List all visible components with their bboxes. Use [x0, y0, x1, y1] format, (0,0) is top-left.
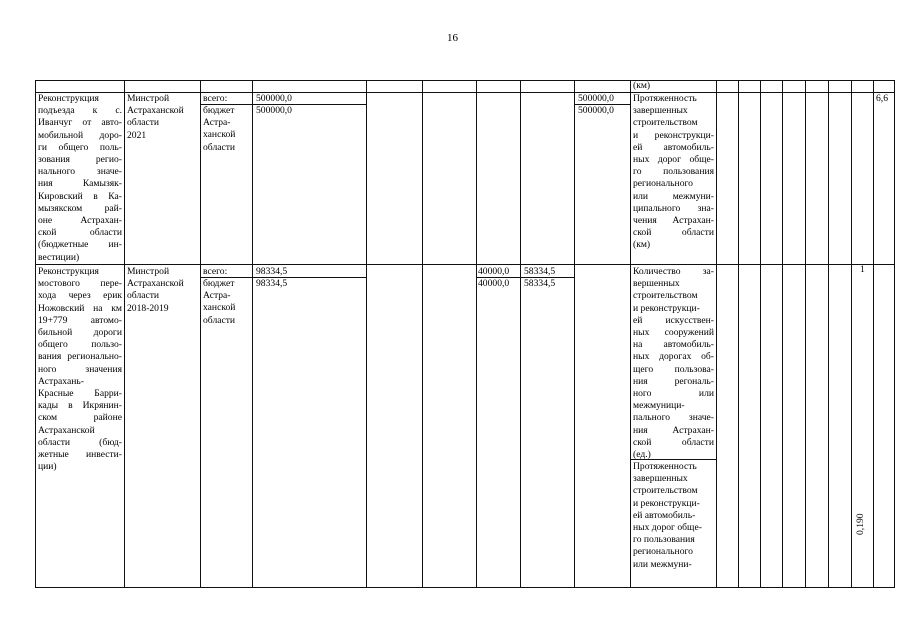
row2-2019-budget: 58334,5: [524, 278, 556, 289]
row2-2018-budget: 40000,0: [478, 278, 510, 289]
row2-total-budget: 98334,5: [256, 278, 288, 289]
row2-name: Реконструкция мостового пере- хода через ерик Ножовский на км 19+779 автомо- бильной дороги общего пользо- вания регионально- ного значения Астрахань- Красные Барри- кады в Икрянин- ском районе Астраханской области (бюд- жетные инвести- ции): [38, 266, 122, 473]
row2-2018-all: 40000,0: [478, 266, 510, 277]
row1-total-budget: 500000,0: [256, 105, 292, 116]
row2-indicator-2: Протяженность завершенных строительством и реконструкци- ей автомобиль- ных дорог обще- го пользования регионального или межмуни-: [633, 461, 702, 570]
row2-total-all: 98334,5: [256, 266, 288, 277]
row1-year-budget: 500000,0: [578, 105, 614, 116]
page-number: 16: [447, 32, 458, 44]
row1-source-budget: бюджет Астра- ханской области: [203, 105, 236, 153]
row1-executor: Минстрой Астраханской области 2021: [127, 93, 184, 141]
row2-indicator-1-value: 1: [860, 264, 865, 275]
row2-source-budget: бюджет Астра- ханской области: [203, 278, 236, 326]
row2-indicator-2-value: 0,190: [855, 513, 866, 535]
row2-source-total: всего:: [203, 266, 228, 277]
row2-2019-all: 58334,5: [524, 266, 556, 277]
row2-indicator-1: Количество за- вершенных строительством и реконструкци- ей искусствен- ных сооружений на автомобиль- ных дорогах об- щего пользова- ния регональ- ного или межмуници- пального значе- ния Астрахан- ской области (ед.): [633, 266, 714, 461]
row1-total-all: 500000,0: [256, 93, 292, 104]
top-fragment-unit: (км): [633, 80, 651, 91]
row1-result: 6,6: [876, 93, 888, 104]
row1-indicator: Протяженность завершенных строительством и реконструкци- ей автомобиль- ных дорог обще- го пользования регионального или межмуни- ципального зна- чения Астрахан- ской области (км): [633, 93, 714, 251]
row1-source-total: всего:: [203, 93, 228, 104]
row2-executor: Минстрой Астраханской области 2018-2019: [127, 266, 184, 314]
row1-year-all: 500000,0: [578, 93, 614, 104]
row1-name: Реконструкция подъезда к с. Иванчуг от авто- мобильной доро- ги общего поль- зования регио- нального значе- ния Камызяк- Кировский в Ка- мызякском рай- оне Астрахан- ской области (бюджетные ин- вестиции): [38, 93, 122, 263]
